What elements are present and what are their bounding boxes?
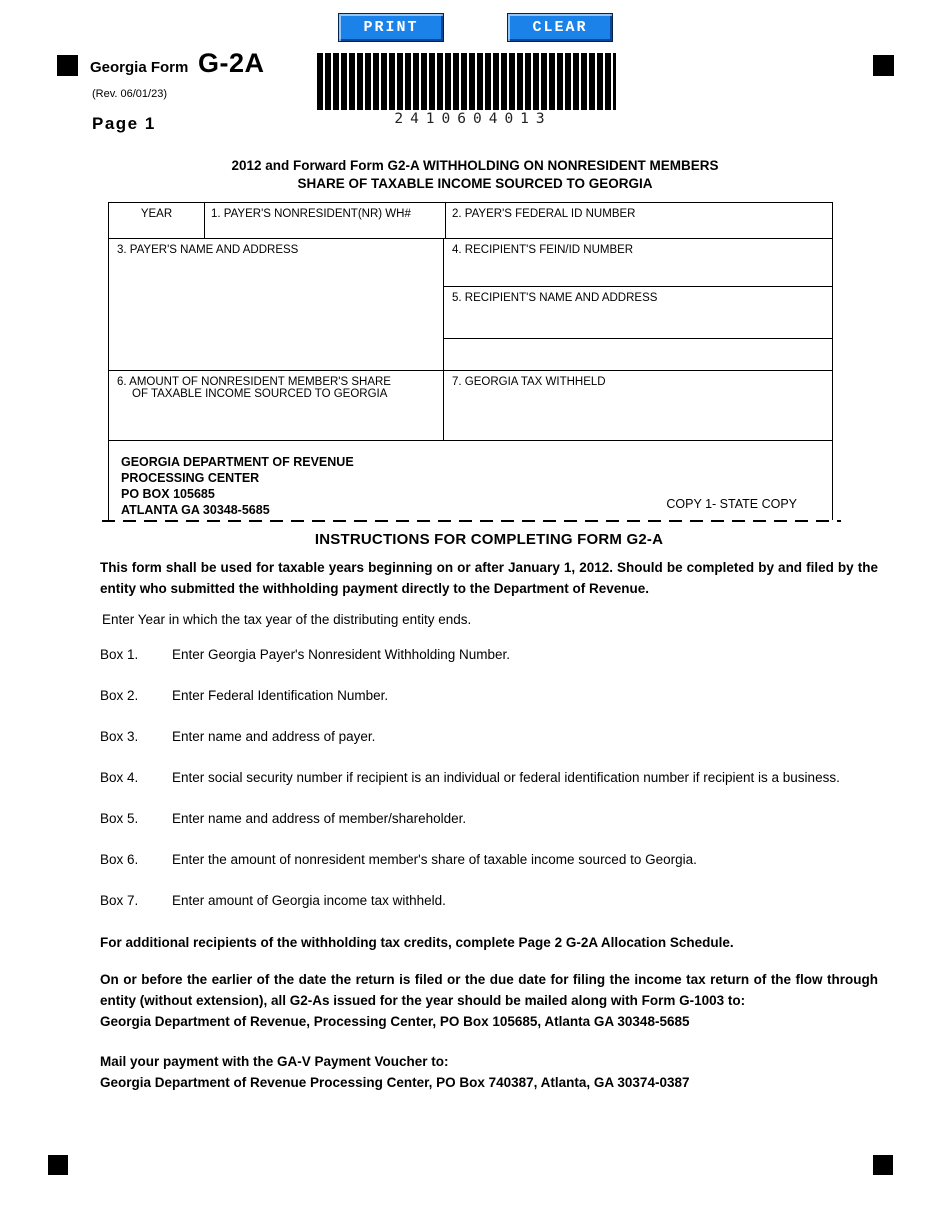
instruction-item-box2 [100, 686, 878, 706]
box3-label: 3. PAYER'S NAME AND ADDRESS [117, 244, 299, 256]
payment-address: Georgia Department of Revenue Processing Center, PO Box 740387, Atlanta, GA 30374-0387 [100, 1075, 690, 1090]
additional-recipients-note: For additional recipients of the withholding tax credits, complete Page 2 G-2A Allocation Schedule. [100, 935, 734, 950]
registration-mark-top-left [57, 55, 78, 76]
item-label: Box 3. [100, 729, 139, 744]
box4-recipient-fein-field-cell[interactable] [444, 239, 832, 287]
item-text: Enter the amount of nonresident member's share of taxable income sourced to Georgia. [172, 852, 697, 867]
revision-date: (Rev. 06/01/23) [92, 88, 168, 100]
form-title-line2: SHARE OF TAXABLE INCOME SOURCED TO GEORGIA [297, 176, 653, 191]
instruction-item-box7 [100, 891, 878, 911]
year-instruction: Enter Year in which the tax year of the distributing entity ends. [102, 612, 472, 627]
box6-label-line2: OF TAXABLE INCOME SOURCED TO GEORGIA [132, 388, 388, 400]
form-number: G-2A [198, 48, 265, 78]
year-field-cell[interactable] [109, 203, 205, 238]
dept-address-line1: GEORGIA DEPARTMENT OF REVENUE [121, 455, 354, 469]
item-label: Box 2. [100, 688, 139, 703]
registration-mark-bottom-left [48, 1155, 68, 1175]
clear-button[interactable]: CLEAR [507, 13, 613, 42]
box2-federal-id-field-cell[interactable] [446, 203, 832, 238]
item-label: Box 5. [100, 811, 139, 826]
box7-label: 7. GEORGIA TAX WITHHELD [452, 376, 606, 388]
box3-payer-name-address-field-cell[interactable] [109, 239, 444, 370]
item-label: Box 4. [100, 770, 139, 785]
print-button[interactable]: PRINT [338, 13, 444, 42]
barcode-number: 2410604013 [394, 111, 552, 127]
instruction-item-box3 [100, 727, 878, 747]
instruction-item-box4 [100, 768, 878, 788]
year-label: YEAR [140, 208, 173, 220]
item-text: Enter social security number if recipient is an individual or federal identification number if recipient is a business. [172, 770, 840, 785]
copy-designation-label: COPY 1- STATE COPY [666, 497, 797, 511]
payment-instruction: Mail your payment with the GA-V Payment Voucher to: [100, 1054, 449, 1069]
item-text: Enter name and address of member/shareholder. [172, 811, 467, 826]
instruction-item-box1 [100, 645, 878, 665]
box5-label: 5. RECIPIENT'S NAME AND ADDRESS [452, 292, 658, 304]
box7-tax-withheld-field-cell[interactable] [444, 371, 832, 440]
g2a-table [108, 202, 833, 520]
mailing-address: Georgia Department of Revenue, Processing Center, PO Box 105685, Atlanta GA 30348-5685 [100, 1014, 690, 1029]
dept-address-line3: PO BOX 105685 [121, 487, 215, 501]
item-text: Enter amount of Georgia income tax withheld. [172, 893, 446, 908]
instructions-heading: INSTRUCTIONS FOR COMPLETING FORM G2-A [314, 531, 664, 548]
barcode [317, 53, 629, 110]
dept-address-line2: PROCESSING CENTER [121, 471, 260, 485]
item-text: Enter name and address of payer. [172, 729, 376, 744]
form-title [0, 157, 950, 193]
cut-line [102, 520, 841, 522]
page-number-label: Page 1 [92, 114, 156, 133]
dept-address-line4: ATLANTA GA 30348-5685 [121, 503, 270, 517]
item-text: Enter Federal Identification Number. [172, 688, 389, 703]
item-label: Box 7. [100, 893, 139, 908]
box5-recipient-name-address-field-cell[interactable] [444, 287, 832, 339]
form-name-label: Georgia Form [90, 59, 189, 76]
box6-income-amount-field-cell[interactable] [109, 371, 444, 440]
instructions-intro: This form shall be used for taxable years beginning on or after January 1, 2012. Should be completed by and filed by the entity who submitted the withholding payment directly to the Department of Revenue. [100, 560, 878, 596]
box2-label: 2. PAYER'S FEDERAL ID NUMBER [452, 208, 636, 220]
department-address-row [109, 441, 832, 520]
box1-payer-nr-wh-field-cell[interactable] [205, 203, 446, 238]
item-label: Box 1. [100, 647, 139, 662]
instructions-section [100, 531, 878, 1093]
box4-label: 4. RECIPIENT'S FEIN/ID NUMBER [452, 244, 634, 256]
empty-cell [444, 339, 832, 370]
form-title-line1: 2012 and Forward Form G2-A WITHHOLDING ON NONRESIDENT MEMBERS [231, 158, 719, 173]
box1-label: 1. PAYER'S NONRESIDENT(NR) WH# [211, 208, 411, 220]
instruction-item-box5 [100, 809, 878, 829]
registration-mark-top-right [873, 55, 894, 76]
item-text: Enter Georgia Payer's Nonresident Withholding Number. [172, 647, 510, 662]
mailing-instruction: On or before the earlier of the date the return is filed or the due date for filing the income tax return of the flow through entity (without extension), all G2-As issued for the year should be mailed along with Form G-1003 to: [100, 972, 878, 1008]
registration-mark-bottom-right [873, 1155, 893, 1175]
box6-label-line1: 6. AMOUNT OF NONRESIDENT MEMBER'S SHARE [117, 376, 391, 388]
instruction-item-box6 [100, 850, 878, 870]
item-label: Box 6. [100, 852, 139, 867]
